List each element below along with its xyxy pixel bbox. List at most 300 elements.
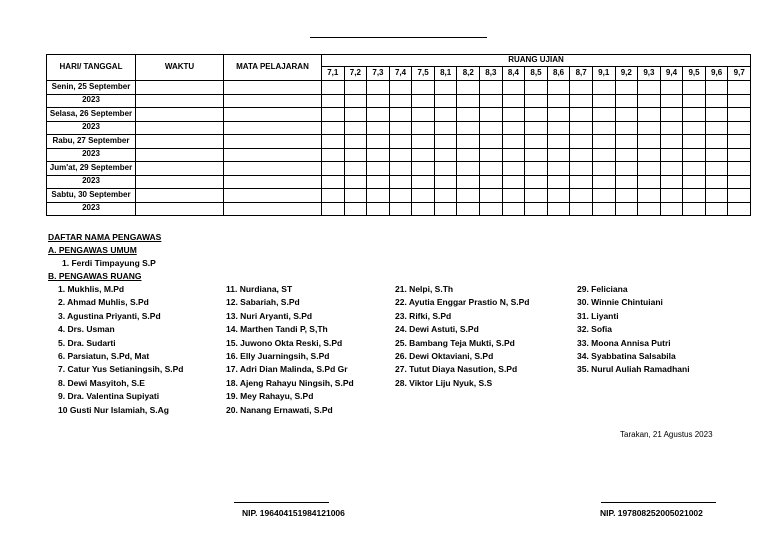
schedule-cell [389, 189, 412, 203]
day-cell: 2023 [47, 121, 136, 135]
schedule-cell [728, 148, 751, 162]
schedule-cell [480, 108, 503, 122]
schedule-cell [525, 94, 548, 108]
schedule-cell [389, 121, 412, 135]
schedule-cell [570, 121, 593, 135]
signature-line-right [601, 502, 716, 503]
room-header: 9,6 [705, 67, 728, 81]
schedule-cell [728, 108, 751, 122]
proctor-name: 28. Viktor Liju Nyuk, S.S [395, 377, 493, 388]
header-time: WAKTU [136, 55, 224, 81]
schedule-cell [412, 94, 435, 108]
proctor-name: 11. Nurdiana, ST [226, 284, 293, 294]
schedule-cell [367, 202, 390, 216]
schedule-cell [638, 108, 661, 122]
proctor-name: 21. Nelpi, S.Th [395, 284, 454, 294]
schedule-row [47, 189, 751, 203]
schedule-cell [615, 202, 638, 216]
day-cell: Selasa, 26 September [47, 108, 136, 122]
schedule-cell [525, 135, 548, 149]
proctor-name: 1. Mukhlis, M.Pd [58, 284, 125, 294]
schedule-cell [136, 121, 224, 135]
schedule-cell [344, 202, 367, 216]
schedule-cell [728, 175, 751, 189]
schedule-cell [480, 94, 503, 108]
schedule-cell [502, 162, 525, 176]
schedule-cell [322, 175, 345, 189]
schedule-cell [412, 148, 435, 162]
schedule-cell [683, 148, 706, 162]
signature-line-left [234, 502, 329, 503]
schedule-cell [660, 202, 683, 216]
schedule-cell [615, 121, 638, 135]
schedule-cell [638, 121, 661, 135]
day-cell: 2023 [47, 175, 136, 189]
exam-schedule-table [46, 54, 751, 216]
schedule-cell [367, 189, 390, 203]
schedule-cell [705, 189, 728, 203]
schedule-cell [502, 135, 525, 149]
schedule-cell [344, 175, 367, 189]
schedule-cell [344, 148, 367, 162]
schedule-cell [457, 148, 480, 162]
schedule-cell [592, 94, 615, 108]
header-rooms: RUANG UJIAN [322, 55, 751, 67]
proctor-name: 6. Parsiatun, S.Pd, Mat [58, 350, 150, 361]
schedule-cell [322, 189, 345, 203]
schedule-row [47, 175, 751, 189]
schedule-row [47, 202, 751, 216]
schedule-cell [660, 162, 683, 176]
schedule-cell [344, 189, 367, 203]
schedule-cell [344, 121, 367, 135]
schedule-cell [683, 81, 706, 95]
schedule-cell [638, 175, 661, 189]
schedule-cell [705, 108, 728, 122]
schedule-cell [570, 135, 593, 149]
schedule-cell [683, 94, 706, 108]
schedule-cell [592, 108, 615, 122]
day-cell: 2023 [47, 202, 136, 216]
schedule-cell [322, 202, 345, 216]
schedule-cell [705, 121, 728, 135]
schedule-cell [412, 202, 435, 216]
general-proctor-item: 1. Ferdi Timpayung S.P [62, 258, 156, 268]
schedule-cell [434, 94, 457, 108]
proctor-name: 15. Juwono Okta Reski, S.Pd [226, 337, 343, 348]
schedule-cell [457, 135, 480, 149]
schedule-cell [322, 81, 345, 95]
schedule-cell [570, 108, 593, 122]
schedule-cell [434, 189, 457, 203]
schedule-cell [615, 189, 638, 203]
schedule-cell [389, 162, 412, 176]
schedule-cell [638, 94, 661, 108]
room-header: 9,7 [728, 67, 751, 81]
schedule-cell [660, 148, 683, 162]
schedule-cell [705, 81, 728, 95]
schedule-cell [224, 81, 322, 95]
proctor-name: 24. Dewi Astuti, S.Pd [395, 324, 479, 335]
schedule-cell [547, 94, 570, 108]
schedule-cell [389, 148, 412, 162]
schedule-cell [457, 202, 480, 216]
schedule-cell [136, 81, 224, 95]
schedule-cell [434, 135, 457, 149]
schedule-cell [434, 108, 457, 122]
schedule-cell [705, 175, 728, 189]
schedule-cell [224, 189, 322, 203]
room-header: 8,4 [502, 67, 525, 81]
schedule-cell [224, 175, 322, 189]
schedule-cell [322, 121, 345, 135]
room-header: 7,3 [367, 67, 390, 81]
schedule-cell [367, 108, 390, 122]
schedule-cell [728, 162, 751, 176]
schedule-cell [592, 135, 615, 149]
schedule-cell [525, 202, 548, 216]
schedule-cell [705, 162, 728, 176]
schedule-cell [728, 202, 751, 216]
schedule-cell [570, 148, 593, 162]
schedule-cell [592, 175, 615, 189]
schedule-cell [728, 94, 751, 108]
proctor-name: 3. Agustina Priyanti, S.Pd [58, 310, 161, 321]
schedule-cell [592, 148, 615, 162]
schedule-cell [683, 162, 706, 176]
schedule-cell [705, 148, 728, 162]
proctor-name: 16. Elly Juarningsih, S.Pd [226, 350, 330, 361]
schedule-cell [705, 94, 728, 108]
schedule-cell [660, 121, 683, 135]
schedule-cell [136, 202, 224, 216]
schedule-cell [412, 175, 435, 189]
schedule-cell [525, 189, 548, 203]
room-header: 8,7 [570, 67, 593, 81]
proctor-name: 17. Adri Dian Malinda, S.Pd Gr [226, 364, 348, 375]
proctor-name: 23. Rifki, S.Pd [395, 310, 452, 321]
schedule-cell [480, 202, 503, 216]
schedule-cell [705, 202, 728, 216]
schedule-cell [224, 121, 322, 135]
schedule-cell [525, 121, 548, 135]
schedule-cell [367, 81, 390, 95]
schedule-row [47, 94, 751, 108]
schedule-cell [136, 189, 224, 203]
schedule-cell [367, 175, 390, 189]
schedule-cell [728, 135, 751, 149]
schedule-cell [592, 121, 615, 135]
schedule-cell [547, 175, 570, 189]
schedule-row [47, 121, 751, 135]
schedule-cell [224, 94, 322, 108]
day-cell: Jum'at, 29 September [47, 162, 136, 176]
schedule-cell [638, 148, 661, 162]
schedule-cell [683, 135, 706, 149]
room-header: 8,5 [525, 67, 548, 81]
schedule-cell [638, 81, 661, 95]
general-proctor-heading: A. PENGAWAS UMUM [48, 245, 137, 255]
schedule-cell [525, 175, 548, 189]
schedule-cell [570, 162, 593, 176]
schedule-cell [412, 121, 435, 135]
schedule-row [47, 148, 751, 162]
schedule-cell [136, 148, 224, 162]
room-header: 9,5 [683, 67, 706, 81]
schedule-cell [638, 189, 661, 203]
schedule-cell [705, 135, 728, 149]
proctor-name: 25. Bambang Teja Mukti, S.Pd [395, 337, 515, 348]
proctor-name: 30. Winnie Chintuiani [577, 297, 663, 308]
schedule-cell [615, 135, 638, 149]
schedule-cell [457, 175, 480, 189]
schedule-cell [224, 135, 322, 149]
schedule-cell [136, 175, 224, 189]
day-cell: Senin, 25 September [47, 81, 136, 95]
schedule-cell [457, 94, 480, 108]
schedule-cell [660, 135, 683, 149]
schedule-cell [412, 189, 435, 203]
proctor-name: 19. Mey Rahayu, S.Pd [226, 391, 314, 402]
proctor-name: 12. Sabariah, S.Pd [226, 297, 300, 308]
schedule-cell [525, 81, 548, 95]
schedule-cell [615, 94, 638, 108]
schedule-cell [638, 202, 661, 216]
room-proctor-heading: B. PENGAWAS RUANG [48, 271, 142, 281]
proctor-name: 34. Syabbatina Salsabila [577, 350, 676, 361]
schedule-cell [367, 94, 390, 108]
schedule-cell [136, 135, 224, 149]
nip-right: NIP. 197808252005021002 [600, 508, 703, 518]
proctor-name: 9. Dra. Valentina Supiyati [58, 391, 160, 402]
schedule-cell [412, 108, 435, 122]
schedule-cell [434, 121, 457, 135]
day-cell: Rabu, 27 September [47, 135, 136, 149]
schedule-cell [480, 162, 503, 176]
schedule-cell [570, 175, 593, 189]
schedule-cell [525, 108, 548, 122]
schedule-cell [434, 162, 457, 176]
schedule-cell [457, 108, 480, 122]
place-date: Tarakan, 21 Agustus 2023 [620, 430, 713, 439]
room-header: 8,6 [547, 67, 570, 81]
schedule-cell [344, 162, 367, 176]
schedule-cell [412, 81, 435, 95]
room-header: 9,4 [660, 67, 683, 81]
header-subject: MATA PELAJARAN [224, 55, 322, 81]
room-header: 8,2 [457, 67, 480, 81]
schedule-cell [434, 148, 457, 162]
room-header: 7,5 [412, 67, 435, 81]
schedule-cell [547, 121, 570, 135]
proctor-column-2 [226, 284, 354, 418]
schedule-cell [344, 81, 367, 95]
day-cell: 2023 [47, 148, 136, 162]
proctor-column-1 [58, 284, 184, 418]
schedule-cell [502, 81, 525, 95]
schedule-row [47, 81, 751, 95]
schedule-cell [547, 202, 570, 216]
schedule-cell [570, 81, 593, 95]
room-header: 8,1 [434, 67, 457, 81]
proctor-name: 27. Tutut Diaya Nasution, S.Pd [395, 364, 518, 375]
schedule-cell [660, 81, 683, 95]
schedule-cell [322, 162, 345, 176]
schedule-cell [592, 202, 615, 216]
schedule-cell [592, 81, 615, 95]
schedule-cell [136, 94, 224, 108]
schedule-cell [547, 162, 570, 176]
schedule-cell [683, 108, 706, 122]
schedule-cell [570, 189, 593, 203]
proctor-name: 22. Ayutia Enggar Prastio N, S.Pd [395, 297, 530, 308]
schedule-cell [434, 175, 457, 189]
schedule-cell [615, 81, 638, 95]
day-cell: Sabtu, 30 September [47, 189, 136, 203]
schedule-row [47, 108, 751, 122]
schedule-cell [502, 94, 525, 108]
schedule-cell [525, 162, 548, 176]
schedule-cell [480, 121, 503, 135]
schedule-cell [367, 121, 390, 135]
room-header: 7,4 [389, 67, 412, 81]
schedule-cell [502, 148, 525, 162]
schedule-cell [615, 162, 638, 176]
schedule-cell [547, 108, 570, 122]
schedule-cell [434, 81, 457, 95]
schedule-cell [502, 189, 525, 203]
proctor-name: 5. Dra. Sudarti [58, 337, 116, 348]
schedule-cell [683, 175, 706, 189]
proctor-name: 29. Feliciana [577, 284, 628, 294]
schedule-cell [322, 135, 345, 149]
room-header: 7,1 [322, 67, 345, 81]
schedule-cell [728, 189, 751, 203]
schedule-cell [683, 121, 706, 135]
schedule-cell [660, 108, 683, 122]
proctor-column-4 [577, 284, 690, 378]
schedule-cell [592, 189, 615, 203]
schedule-cell [660, 189, 683, 203]
schedule-cell [480, 148, 503, 162]
schedule-cell [322, 148, 345, 162]
schedule-cell [412, 162, 435, 176]
room-header: 9,2 [615, 67, 638, 81]
proctor-name: 4. Drs. Usman [58, 324, 115, 335]
schedule-cell [480, 175, 503, 189]
proctor-name: 7. Catur Yus Setianingsih, S.Pd [58, 364, 184, 375]
schedule-cell [367, 162, 390, 176]
schedule-cell [525, 148, 548, 162]
schedule-cell [728, 81, 751, 95]
schedule-cell [547, 81, 570, 95]
schedule-cell [224, 108, 322, 122]
schedule-cell [547, 148, 570, 162]
room-header: 8,3 [480, 67, 503, 81]
schedule-cell [570, 202, 593, 216]
schedule-cell [547, 135, 570, 149]
day-cell: 2023 [47, 94, 136, 108]
proctor-name: 35. Nurul Auliah Ramadhani [577, 364, 690, 375]
schedule-cell [457, 81, 480, 95]
proctor-name: 8. Dewi Masyitoh, S.E [58, 377, 145, 388]
schedule-cell [389, 135, 412, 149]
schedule-cell [224, 162, 322, 176]
schedule-cell [547, 189, 570, 203]
schedule-cell [224, 148, 322, 162]
schedule-cell [136, 162, 224, 176]
room-header: 9,3 [638, 67, 661, 81]
schedule-cell [480, 81, 503, 95]
schedule-cell [457, 189, 480, 203]
proctor-list-title: DAFTAR NAMA PENGAWAS [48, 232, 162, 242]
schedule-cell [480, 189, 503, 203]
proctor-name: 20. Nanang Ernawati, S.Pd [226, 404, 333, 415]
schedule-cell [457, 162, 480, 176]
schedule-cell [638, 135, 661, 149]
schedule-cell [389, 202, 412, 216]
schedule-cell [502, 108, 525, 122]
schedule-cell [502, 175, 525, 189]
room-header: 9,1 [592, 67, 615, 81]
schedule-cell [480, 135, 503, 149]
proctor-name: 31. Liyanti [577, 310, 619, 321]
schedule-cell [683, 189, 706, 203]
schedule-cell [728, 121, 751, 135]
schedule-cell [570, 94, 593, 108]
schedule-cell [389, 175, 412, 189]
proctor-name: 26. Dewi Oktaviani, S.Pd [395, 350, 494, 361]
proctor-name: 14. Marthen Tandi P, S,Th [226, 324, 328, 335]
schedule-cell [367, 148, 390, 162]
schedule-row [47, 162, 751, 176]
schedule-cell [344, 135, 367, 149]
schedule-cell [136, 108, 224, 122]
schedule-cell [592, 162, 615, 176]
schedule-row [47, 135, 751, 149]
schedule-cell [389, 81, 412, 95]
schedule-cell [638, 162, 661, 176]
proctor-name: 33. Moona Annisa Putri [577, 337, 671, 348]
schedule-cell [615, 175, 638, 189]
nip-left: NIP. 196404151984121006 [242, 508, 345, 518]
schedule-cell [660, 175, 683, 189]
schedule-cell [615, 108, 638, 122]
proctor-name: 13. Nuri Aryanti, S.Pd [226, 310, 313, 321]
schedule-cell [615, 148, 638, 162]
schedule-cell [502, 121, 525, 135]
schedule-cell [502, 202, 525, 216]
proctor-name: 2. Ahmad Muhlis, S.Pd [58, 297, 149, 308]
schedule-cell [457, 121, 480, 135]
schedule-cell [344, 94, 367, 108]
proctor-name: 10 Gusti Nur Islamiah, S.Ag [58, 404, 170, 415]
schedule-cell [389, 94, 412, 108]
room-header: 7,2 [344, 67, 367, 81]
title-underline [310, 37, 487, 38]
proctor-name: 32. Sofia [577, 324, 612, 335]
proctor-name: 18. Ajeng Rahayu Ningsih, S.Pd [226, 377, 354, 388]
schedule-cell [660, 94, 683, 108]
proctor-column-3 [395, 284, 529, 391]
schedule-cell [224, 202, 322, 216]
schedule-cell [434, 202, 457, 216]
schedule-cell [683, 202, 706, 216]
header-day: HARI/ TANGGAL [47, 55, 136, 81]
schedule-cell [412, 135, 435, 149]
schedule-cell [389, 108, 412, 122]
schedule-cell [367, 135, 390, 149]
